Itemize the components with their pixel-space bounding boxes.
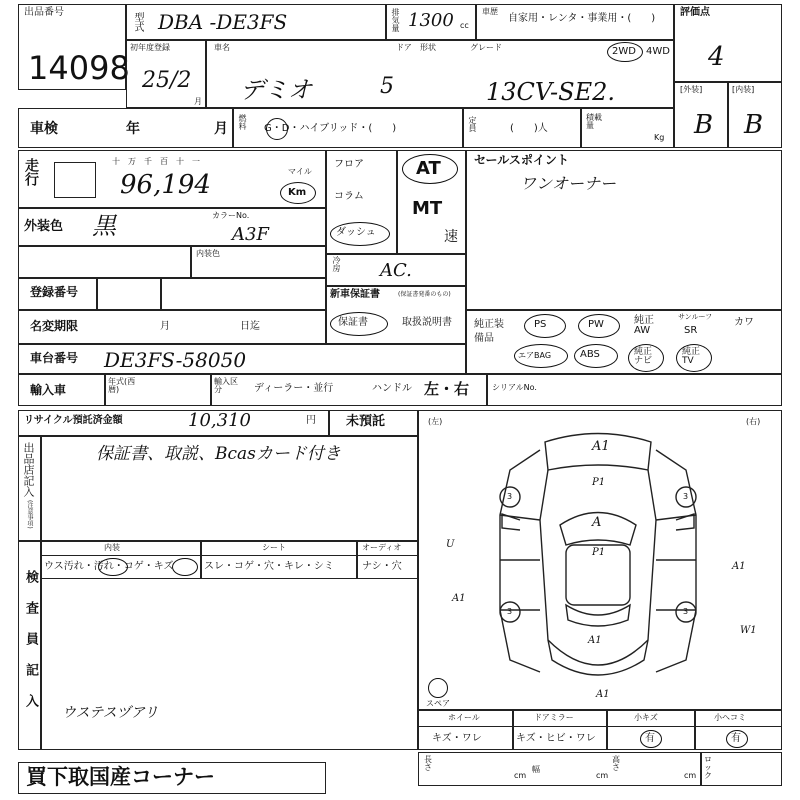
mirror-items: キズ・ヒビ・ワレ [516, 733, 596, 744]
color-label: 外装色 [24, 219, 64, 234]
damage-mark-roof: P1 [592, 547, 606, 558]
name-change-day: 日迄 [240, 321, 260, 332]
manual-label: 取扱説明書 [402, 317, 452, 328]
color-no-value: A3F [232, 224, 269, 245]
damage-mark-left: A1 [452, 593, 466, 604]
small-scratch-value: 有 [645, 733, 655, 744]
interior-label: [内装] [732, 85, 755, 94]
interior-dirt-circle [98, 558, 128, 576]
interior-color-box [18, 246, 326, 278]
sales-point-value: ワンオーナー [520, 174, 617, 193]
recycle-value: 10,310 [188, 410, 251, 431]
car-name-value: デミオ [240, 76, 312, 104]
recycle-unpaid-label: 未預託 [346, 414, 386, 429]
car-name-label: 車名 [214, 43, 230, 52]
first-reg-label: 初年度登録 [130, 43, 170, 52]
displacement-label: 排気量 [391, 8, 400, 32]
diagram-left-label: (左) [428, 417, 443, 426]
load-unit: Kg [654, 133, 665, 142]
notes-section-label: 出品店記入 [22, 442, 35, 497]
sales-point-box [466, 150, 782, 310]
equip-pw: PW [588, 319, 604, 330]
dimensions-row [418, 752, 782, 786]
chassis-value: DE3FS-58050 [104, 348, 247, 372]
displacement-unit: cc [460, 21, 469, 30]
wheel-label: ホイール [448, 713, 480, 722]
small-dent-value: 有 [731, 733, 741, 744]
mileage-value: 96,194 [120, 170, 211, 200]
ac-value: AC. [380, 260, 412, 281]
color-box [18, 208, 326, 246]
import-handle-options: 左・右 [424, 380, 470, 398]
interior-grade: B [744, 110, 764, 140]
inspector-interior-items: ウス汚れ・汚れ・コゲ・キズ [44, 561, 174, 572]
inspector-audio-items: ナシ・穴 [362, 561, 402, 572]
color-no-label: カラーNo. [212, 211, 250, 220]
wheel-items: キズ・ワレ [432, 733, 482, 744]
mirror-label: ドアミラー [534, 713, 574, 722]
damage-mark-rf-wheel: 3 [683, 492, 689, 501]
equip-leather: カワ [734, 317, 754, 328]
length-unit: cm [514, 771, 527, 780]
first-reg-unit: 月 [194, 97, 202, 106]
lot-number: 14098 [28, 49, 130, 87]
notes-box [18, 436, 418, 750]
inspector-audio-header: オーディオ [362, 543, 402, 552]
mileage-label: 走行 [23, 158, 39, 186]
damage-mark-windshield: A [592, 515, 602, 530]
shift-floor-label: フロア [334, 159, 364, 170]
inspector-interior-header: 内装 [104, 543, 120, 552]
name-change-label: 名変期限 [30, 319, 79, 333]
damage-mark-right: A1 [732, 561, 746, 572]
fuel-options: G・D・ハイブリッド・( ) [264, 123, 397, 134]
lock-label: ロック [704, 755, 712, 780]
damage-mark-lr-wheel: 3 [507, 607, 513, 616]
exterior-grade: B [694, 110, 714, 140]
import-label: 輸入車 [30, 383, 67, 397]
name-change-month: 月 [160, 321, 170, 332]
grade-value: 4 [708, 42, 725, 72]
usage-options: 自家用・レンタ・事業用・( ) [508, 13, 656, 24]
damage-mark-lf-wheel: 3 [507, 492, 513, 501]
inspector-seat-header: シート [262, 543, 286, 552]
width-unit: cm [596, 771, 609, 780]
equip-aw: 純正AW [634, 315, 654, 336]
equip-sunroof-label: サンルーフ [678, 313, 713, 321]
sales-point-label: セールスポイント [474, 153, 569, 167]
inspector-remark: ウステスヅアリ [62, 705, 159, 721]
diagram-spare-label: スペア [426, 699, 450, 708]
equip-tv: 純正TV [682, 347, 701, 366]
length-label: 長さ [424, 755, 432, 772]
import-category-label: 輸入区分 [214, 377, 238, 394]
chassis-label: 車台番号 [30, 351, 79, 365]
displacement-value: 1300 [408, 10, 454, 31]
import-year-label: 年式(西暦) [108, 377, 136, 394]
inspection-label: 車検 [30, 121, 58, 137]
interior-color-label: 内装色 [196, 249, 220, 258]
equip-abs: ABS [580, 349, 600, 360]
color-value: 黒 [92, 212, 116, 240]
usage-label: 車歴 [482, 7, 498, 16]
load-label: 積載量 [586, 113, 602, 130]
first-reg-value: 25/2 [142, 68, 192, 93]
drive-2wd: 2WD [612, 46, 636, 57]
equip-sr: SR [684, 325, 698, 336]
spare-tire-icon [428, 678, 448, 698]
exterior-label: [外装] [680, 85, 703, 94]
warranty-note: (保証書発番のもの) [398, 291, 451, 298]
damage-mark-left-front: U [446, 539, 455, 550]
capacity-value: ( )人 [510, 123, 548, 134]
import-handle-label: ハンドル [372, 383, 412, 394]
mileage-unit-mile: マイル [288, 167, 312, 176]
door-value: 5 [380, 74, 394, 99]
small-dent-label: 小ヘコミ [714, 713, 746, 722]
width-label: 幅 [532, 765, 540, 774]
shift-speed-label: 速 [444, 229, 458, 245]
shape-label: 形状 [420, 43, 436, 52]
interior-scratch-circle [172, 558, 198, 576]
damage-mark-hood: P1 [592, 477, 606, 488]
damage-mark-rear: A1 [596, 689, 610, 700]
import-serial-label: シリアルNo. [492, 383, 537, 392]
warranty-label: 新車保証書 [330, 289, 380, 300]
reg-no-label: 登録番号 [30, 285, 79, 299]
shift-dash-label: ダッシュ [336, 227, 376, 238]
mileage-unit-km: Km [288, 187, 307, 198]
grade-label: 評価点 [680, 7, 710, 18]
shift-column-label: コラム [334, 191, 364, 202]
fuel-label: 燃料 [238, 114, 247, 130]
inspection-month-label: 月 [214, 121, 228, 137]
recycle-label: リサイクル預託済金額 [24, 415, 123, 426]
inspector-section-label: 検査員記入 [23, 570, 38, 725]
model-type-label: 型式 [132, 12, 143, 32]
grade-name-value: 13CV-SE2. [486, 78, 615, 106]
height-label: 高さ [612, 755, 620, 772]
grade-name-label: グレード [470, 43, 502, 52]
diagram-right-label: (右) [746, 417, 761, 426]
equip-airbag: エアBAG [518, 351, 552, 360]
notes-value: 保証書、取説、Bcasカード付き [96, 444, 341, 464]
damage-mark-right-rear: W1 [740, 625, 757, 636]
lot-label: 出品番号 [24, 7, 64, 18]
notes-section-sub: (注意事項) [26, 500, 33, 529]
drive-4wd: 4WD [646, 46, 670, 57]
corner-label: 買下取国産コーナー [26, 765, 215, 789]
inspection-year-label: 年 [126, 121, 140, 137]
shift-at: AT [416, 158, 441, 179]
damage-mark-front: A1 [592, 439, 610, 454]
model-type-value: DBA -DE3FS [158, 10, 288, 34]
equip-ps: PS [534, 319, 547, 330]
mileage-checkbox [54, 162, 96, 198]
recycle-unit: 円 [306, 415, 316, 426]
damage-mark-rr-wheel: 3 [683, 607, 689, 616]
small-scratch-label: 小キズ [634, 713, 658, 722]
ac-label: 冷房 [332, 256, 341, 272]
height-unit: cm [684, 771, 697, 780]
import-category-options: ディーラー・並行 [254, 383, 334, 394]
door-label: ドア [396, 43, 412, 52]
inspector-seat-items: スレ・コゲ・穴・キレ・シミ [204, 561, 334, 572]
damage-mark-trunk: A1 [588, 635, 602, 646]
capacity-label: 定員 [468, 116, 477, 132]
equipment-label: 純正装備品 [474, 319, 504, 344]
shift-mt: MT [412, 198, 443, 219]
fuel-g-circle [266, 118, 288, 140]
mileage-digit-headers: 十 万 千 百 十 一 [112, 157, 200, 166]
warranty-book: 保証書 [338, 317, 368, 328]
diagram-box [418, 410, 782, 710]
equip-navi: 純正ナビ [634, 347, 653, 366]
